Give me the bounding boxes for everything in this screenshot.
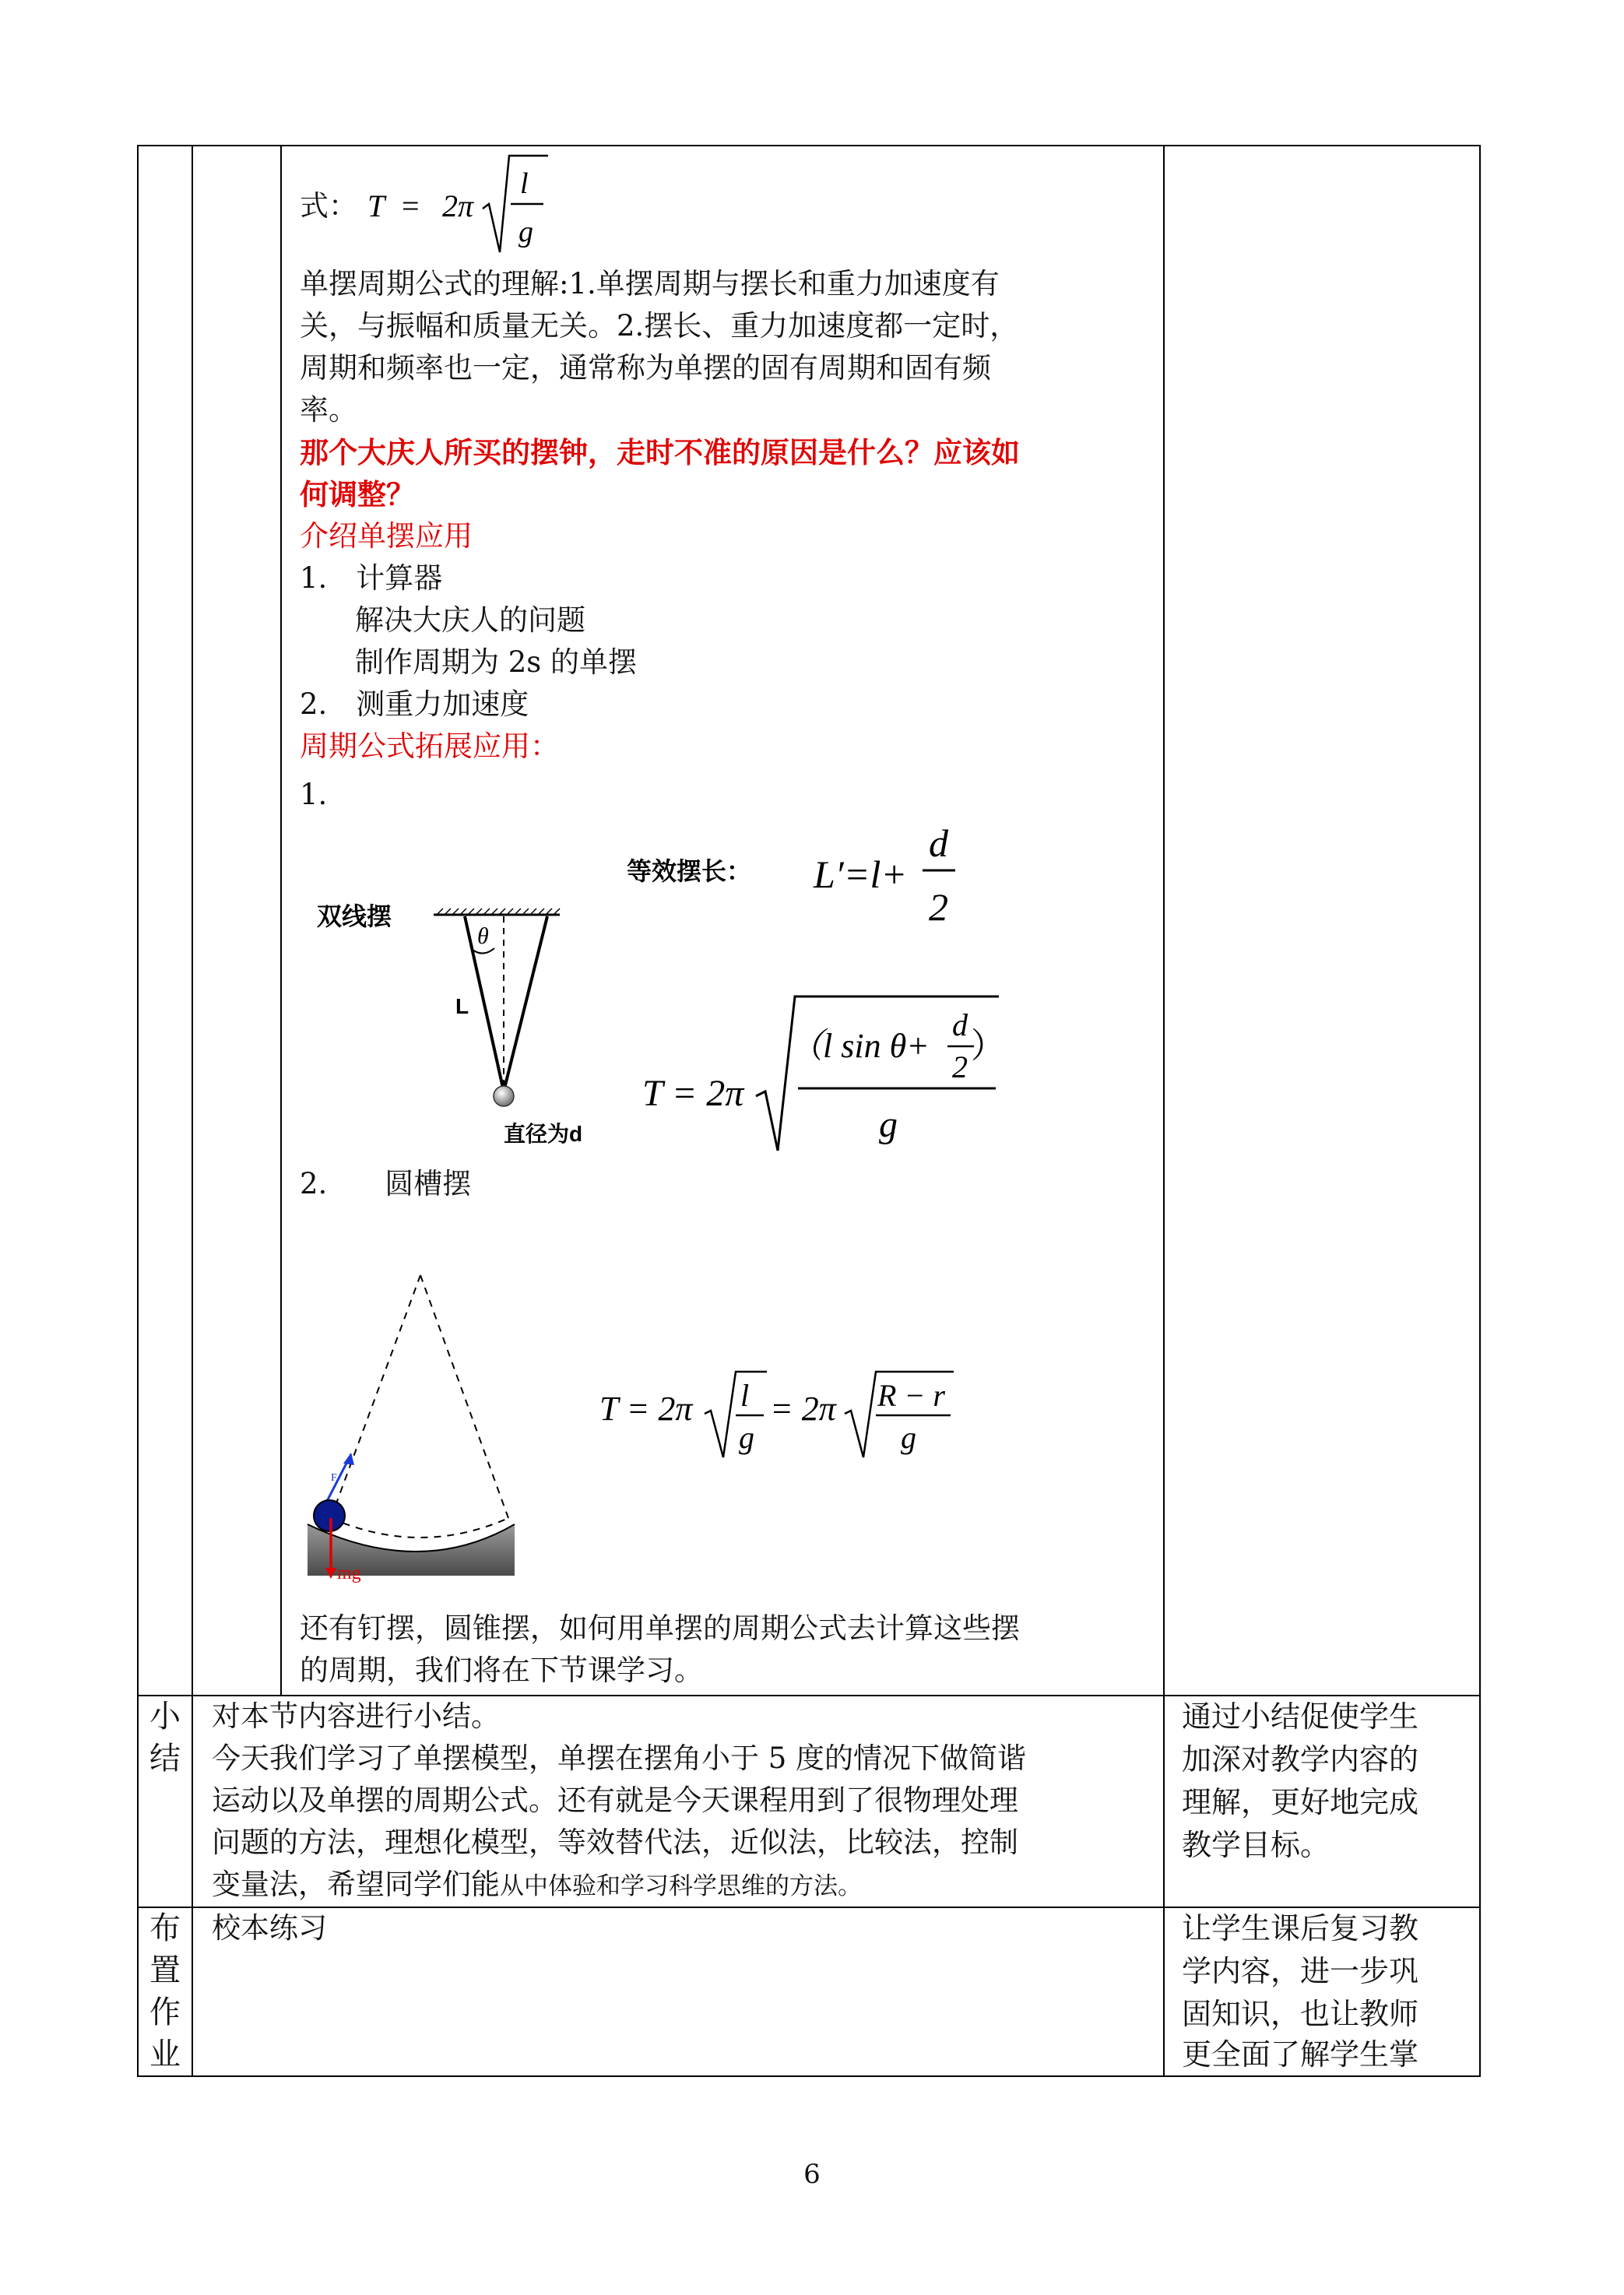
ext-item-2: 2. 圆槽摆 xyxy=(300,1167,472,1200)
period2-den: g xyxy=(879,1104,898,1145)
app-item-2: 2. 测重力加速度 xyxy=(300,687,529,721)
period2-num-frac-num: d xyxy=(952,1007,968,1042)
formula-t: T xyxy=(367,188,385,223)
groove-radius-right xyxy=(420,1275,508,1518)
summary-line-5-main: 变量法，希望同学们能 xyxy=(212,1868,500,1901)
string-right xyxy=(504,916,547,1091)
equiv-lhs: L′=l+ xyxy=(814,852,908,896)
page-number: 6 xyxy=(803,2159,821,2190)
period2-num-frac-den: 2 xyxy=(952,1049,968,1084)
homework-side-line-2: 学内容，进一步巩 xyxy=(1182,1954,1419,1988)
bifilar-pendulum-figure xyxy=(300,810,1016,1152)
homework-label-char-2: 置 xyxy=(149,1952,181,1988)
summary-side-line-1: 通过小结促使学生 xyxy=(1182,1699,1419,1734)
understanding-line-2: 关，与振幅和质量无关。2.摆长、重力加速度都一定时， xyxy=(300,309,1019,343)
extension-title: 周期公式拓展应用： xyxy=(300,729,559,763)
understanding-line-1: 单摆周期公式的理解:1.单摆周期与摆长和重力加速度有 xyxy=(300,267,1000,300)
summary-side-line-2: 加深对教学内容的 xyxy=(1182,1742,1419,1777)
summary-side-line-3: 理解，更好地完成 xyxy=(1182,1785,1419,1819)
groove-formula-lhs: T = 2π xyxy=(599,1390,693,1428)
groove-pendulum-figure xyxy=(300,1261,1016,1588)
homework-label-char-3: 作 xyxy=(149,1995,181,2030)
question-line-1: 那个大庆人所买的摆钟，走时不准的原因是什么？应该如 xyxy=(300,435,1020,469)
column-divider-2 xyxy=(280,145,282,1696)
label-f: F xyxy=(331,1472,337,1484)
ceiling-hatch xyxy=(434,909,560,915)
summary-line-5 xyxy=(212,1864,862,1907)
groove-formula-num1: l xyxy=(740,1378,750,1413)
summary-label-char-1: 小 xyxy=(149,1699,181,1734)
closing-line-1: 还有钉摆，圆锥摆，如何用单摆的周期公式去计算这些摆 xyxy=(300,1611,1020,1645)
homework-side-line-3: 固知识，也让教师 xyxy=(1182,1997,1419,2031)
label-diameter: 直径为d xyxy=(504,1122,583,1146)
understanding-line-3: 周期和频率也一定，通常称为单摆的固有周期和固有频 xyxy=(300,351,991,385)
formula-prefix: 式： xyxy=(300,189,357,223)
label-theta: θ xyxy=(477,923,489,949)
homework-label-char-1: 布 xyxy=(149,1910,181,1946)
ext-item-1: 1. xyxy=(300,778,328,811)
label-mg: mg xyxy=(337,1563,361,1583)
homework-side-line-1: 让学生课后复习教 xyxy=(1182,1911,1419,1945)
table-border-top xyxy=(137,145,1481,146)
summary-label-char-2: 结 xyxy=(149,1741,181,1777)
label-equivalent-length: 等效摆长： xyxy=(627,857,752,885)
groove-formula-mid: = 2π xyxy=(770,1390,836,1428)
period-formula xyxy=(364,153,567,262)
groove-ball xyxy=(314,1500,345,1531)
app-item-1-sub-2: 制作周期为 2s 的单摆 xyxy=(355,645,638,679)
label-double-pendulum: 双线摆 xyxy=(317,902,392,930)
app-item-1-sub-1: 解决大庆人的问题 xyxy=(355,603,585,637)
period2-num-a: （l sin θ+ xyxy=(789,1027,930,1065)
column-divider-3 xyxy=(1163,145,1165,2077)
app-item-1: 1. 计算器 xyxy=(300,561,443,595)
understanding-line-4: 率。 xyxy=(300,393,357,427)
table-border-left xyxy=(137,145,139,2077)
homework-label-char-4: 业 xyxy=(149,2037,181,2072)
groove-formula-num2: R − r xyxy=(877,1378,945,1413)
homework-text: 校本练习 xyxy=(212,1911,327,1945)
summary-line-4: 问题的方法，理想化模型，等效替代法，近似法，比较法，控制 xyxy=(212,1826,1018,1859)
formula-coef: 2π xyxy=(442,188,474,223)
summary-line-1: 对本节内容进行小结。 xyxy=(212,1699,500,1733)
formula-eq: = xyxy=(402,188,420,223)
column-divider-1 xyxy=(192,145,193,2077)
groove-formula-den1: g xyxy=(739,1420,754,1455)
formula-num: l xyxy=(520,167,529,200)
period2-num-close: ） xyxy=(971,1027,1005,1065)
summary-side-line-4: 教学目标。 xyxy=(1182,1828,1330,1862)
period2-lhs: T = 2π xyxy=(642,1073,744,1114)
groove-radius-left xyxy=(331,1275,420,1518)
table-border-right xyxy=(1479,145,1481,2077)
application-title: 介绍单摆应用 xyxy=(300,519,473,553)
formula-den: g xyxy=(518,216,533,248)
closing-line-2: 的周期，我们将在下节课学习。 xyxy=(300,1654,703,1687)
groove-formula-den2: g xyxy=(901,1420,916,1455)
groove-arc-dashed xyxy=(331,1518,508,1538)
homework-side-line-4: 更全面了解学生掌 xyxy=(1182,2037,1419,2072)
pendulum-bob xyxy=(494,1086,514,1106)
label-L: L xyxy=(455,994,469,1018)
summary-line-2: 今天我们学习了单摆模型，单摆在摆角小于 5 度的情况下做简谐 xyxy=(212,1741,1027,1775)
summary-line-3: 运动以及单摆的周期公式。还有就是今天课程用到了很物理处理 xyxy=(212,1784,1018,1817)
equiv-den: 2 xyxy=(929,885,948,929)
summary-line-5-small: 从中体验和学习科学思维的方法。 xyxy=(500,1872,862,1900)
question-line-2: 何调整？ xyxy=(300,477,415,511)
equiv-num: d xyxy=(929,821,948,865)
